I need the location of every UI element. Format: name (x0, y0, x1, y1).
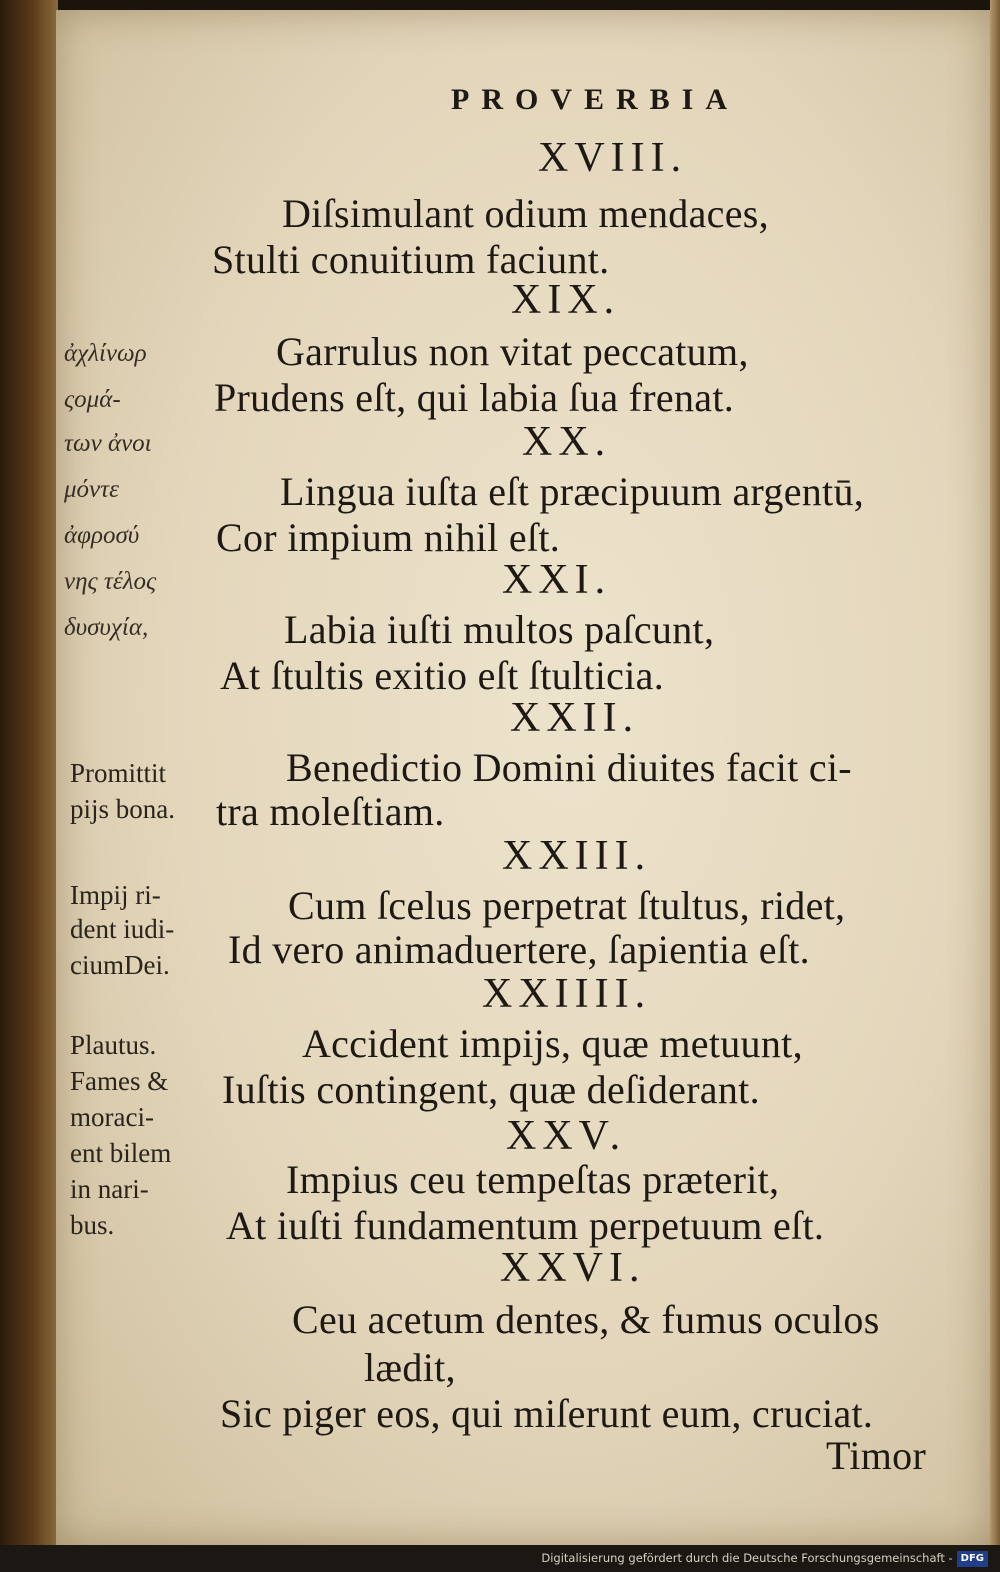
margin-note-line: moraci- (70, 1102, 154, 1132)
margin-note-line: ciumDei. (70, 950, 170, 980)
credit-text: Digitalisierung gefördert durch die Deutsche Forschungsgemeinschaft - (541, 1551, 953, 1565)
verse-line: Id vero animaduertere, ſapientia eſt. (228, 927, 810, 972)
verse-line: Prudens eſt, qui labia ſua frenat. (214, 375, 735, 420)
proverb-number: XXVI. (500, 1245, 646, 1291)
verse-line: tra moleſtiam. (216, 789, 445, 834)
dfg-logo: DFG (957, 1551, 988, 1567)
proverb-number: XXI. (502, 557, 612, 603)
verse-line: At ſtultis exitio eſt ſtulticia. (220, 653, 664, 698)
margin-greek-line: δυσυχία, (64, 614, 149, 641)
book-fore-edge (990, 0, 1000, 1572)
verse-line: Labia iuſti multos paſcunt, (284, 607, 715, 652)
verse-line: Cor impium nihil eſt. (216, 515, 561, 560)
proverb-number: XVIII. (538, 135, 688, 181)
margin-greek-line: νης τέλος (64, 568, 157, 595)
proverb-number: XXII. (510, 695, 640, 741)
verse-line: Cum ſcelus perpetrat ſtultus, ridet, (288, 883, 846, 928)
margin-note-line: Promittit (70, 758, 167, 788)
margin-note-line: dent iudi- (70, 914, 175, 944)
proverb-number: XXIIII. (482, 971, 652, 1017)
running-header: PROVERBIA (451, 83, 740, 116)
book-spine-edge (0, 0, 58, 1572)
verse-line: Benedictio Domini diuites facit ci- (286, 745, 852, 790)
verse-line: Garrulus non vitat peccatum, (276, 329, 749, 374)
verse-line: Diſsimulant odium mendaces, (282, 191, 769, 236)
margin-greek-line: ςομά- (64, 386, 121, 413)
verse-line: At iuſti fundamentum perpetuum eſt. (226, 1203, 825, 1248)
verse-line: lædit, (364, 1345, 456, 1390)
margin-note-line: in nari- (70, 1174, 149, 1204)
margin-greek-line: ἀχλίνωρ (64, 340, 147, 367)
proverb-number: XXV. (506, 1113, 627, 1159)
verse-line: Lingua iuſta eſt præcipuum argentū, (280, 469, 865, 514)
margin-note-line: bus. (70, 1210, 115, 1240)
verse-line: Stulti conuitium faciunt. (212, 237, 610, 282)
margin-greek-line: μόντε (64, 476, 119, 503)
verse-line: Sic piger eos, qui miſerunt eum, cruciat. (220, 1391, 874, 1436)
margin-note-line: ent bilem (70, 1138, 172, 1168)
margin-greek-line: των ἀνοι (64, 430, 152, 457)
verse-line: Ceu acetum dentes, & fumus oculos (292, 1297, 880, 1342)
proverb-number: XXIII. (502, 833, 652, 879)
proverb-number: XX. (522, 419, 612, 465)
margin-note-line: Impij ri- (70, 880, 161, 910)
digitization-credit-bar (0, 1545, 1000, 1572)
catchword: Timor (826, 1433, 927, 1478)
verse-line: Accident impijs, quæ metuunt, (302, 1021, 803, 1066)
verse-line: Impius ceu tempeſtas præterit, (286, 1157, 780, 1202)
margin-note-line: pijs bona. (70, 794, 175, 824)
margin-greek-line: ἀφροσύ (64, 522, 140, 549)
verse-line: Iuſtis contingent, quæ deſiderant. (222, 1067, 760, 1112)
book-page (56, 10, 990, 1545)
margin-note-line: Fames & (70, 1066, 169, 1096)
margin-note-line: Plautus. (70, 1030, 157, 1060)
proverb-number: XIX. (511, 277, 621, 323)
